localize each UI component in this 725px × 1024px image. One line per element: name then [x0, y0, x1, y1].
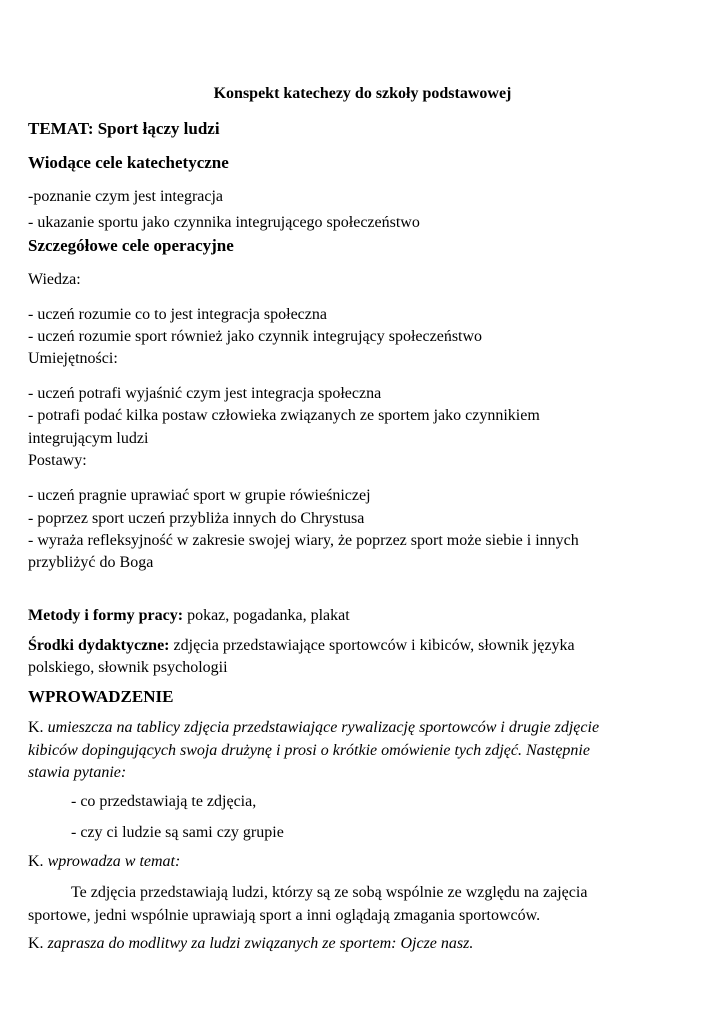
instruction-text: kibiców dopingujących swoja drużynę i prosi o krótkie omówienie tych zdjęć. Następnie	[28, 742, 590, 759]
operational-goals-heading: Szczegółowe cele operacyjne	[28, 236, 234, 255]
instruction-text: wprowadza w temat:	[43, 853, 181, 870]
question-item: - co przedstawiają te zdjęcia,	[71, 793, 257, 810]
instruction-line	[28, 852, 180, 872]
introduction-heading: WPROWADZENIE	[28, 687, 174, 706]
aids-text: zdjęcia przedstawiające sportowców i kibiców, słownik języka	[169, 637, 575, 654]
catechist-marker: K.	[28, 935, 44, 952]
aids-line	[28, 636, 575, 656]
catechist-marker: K.	[28, 853, 44, 870]
question-item: - czy ci ludzie są sami czy grupie	[71, 824, 284, 841]
lesson-topic: TEMAT: Sport łączy ludzi	[28, 119, 220, 138]
instruction-line	[28, 934, 473, 954]
aids-line-2: polskiego, słownik psychologii	[28, 659, 228, 676]
attitudes-item: - wyraża refleksyjność w zakresie swojej wiary, że poprzez sport może siebie i innych	[28, 532, 579, 549]
knowledge-item: - uczeń rozumie co to jest integracja społeczna	[28, 306, 327, 323]
intro-paragraph: Te zdjęcia przedstawiają ludzi, którzy są ze sobą wspólnie ze względu na zajęcia	[71, 884, 588, 901]
attitudes-item: - uczeń pragnie uprawiać sport w grupie rówieśniczej	[28, 487, 371, 504]
main-goal-item: -poznanie czym jest integracja	[28, 188, 224, 205]
main-goal-item: - ukazanie sportu jako czynnika integrującego społeczeństwo	[28, 214, 420, 231]
instruction-text: stawia pytanie:	[28, 764, 127, 781]
attitudes-item: - poprzez sport uczeń przybliża innych do Chrystusa	[28, 510, 365, 527]
knowledge-item: - uczeń rozumie sport również jako czynnik integrujący społeczeństwo	[28, 328, 483, 345]
main-goals-heading: Wiodące cele katechetyczne	[28, 153, 229, 172]
attitudes-label: Postawy:	[28, 452, 87, 469]
skills-label: Umiejętności:	[28, 350, 118, 367]
skills-item: integrującym ludzi	[28, 430, 149, 447]
catechist-marker: K.	[28, 719, 44, 736]
intro-paragraph: sportowe, jedni wspólnie uprawiają sport a inni oglądają zmagania sportowców.	[28, 907, 541, 924]
methods-line	[28, 606, 350, 626]
skills-item: - uczeń potrafi wyjaśnić czym jest integracja społeczna	[28, 385, 382, 402]
knowledge-label: Wiedza:	[28, 271, 81, 288]
instruction-text: zaprasza do modlitwy za ludzi związanych ze sportem: Ojcze nasz.	[43, 935, 474, 952]
aids-label: Środki dydaktyczne:	[28, 637, 170, 654]
page-title: Konspekt katechezy do szkoły podstawowej	[213, 85, 512, 102]
instruction-line	[28, 718, 599, 738]
methods-label: Metody i formy pracy:	[28, 607, 184, 624]
attitudes-item: przybliżyć do Boga	[28, 554, 154, 571]
skills-item: - potrafi podać kilka postaw człowieka związanych ze sportem jako czynnikiem	[28, 407, 540, 424]
instruction-text: umieszcza na tablicy zdjęcia przedstawiające rywalizację sportowców i drugie zdjęcie	[43, 719, 600, 736]
methods-text: pokaz, pogadanka, plakat	[183, 607, 350, 624]
